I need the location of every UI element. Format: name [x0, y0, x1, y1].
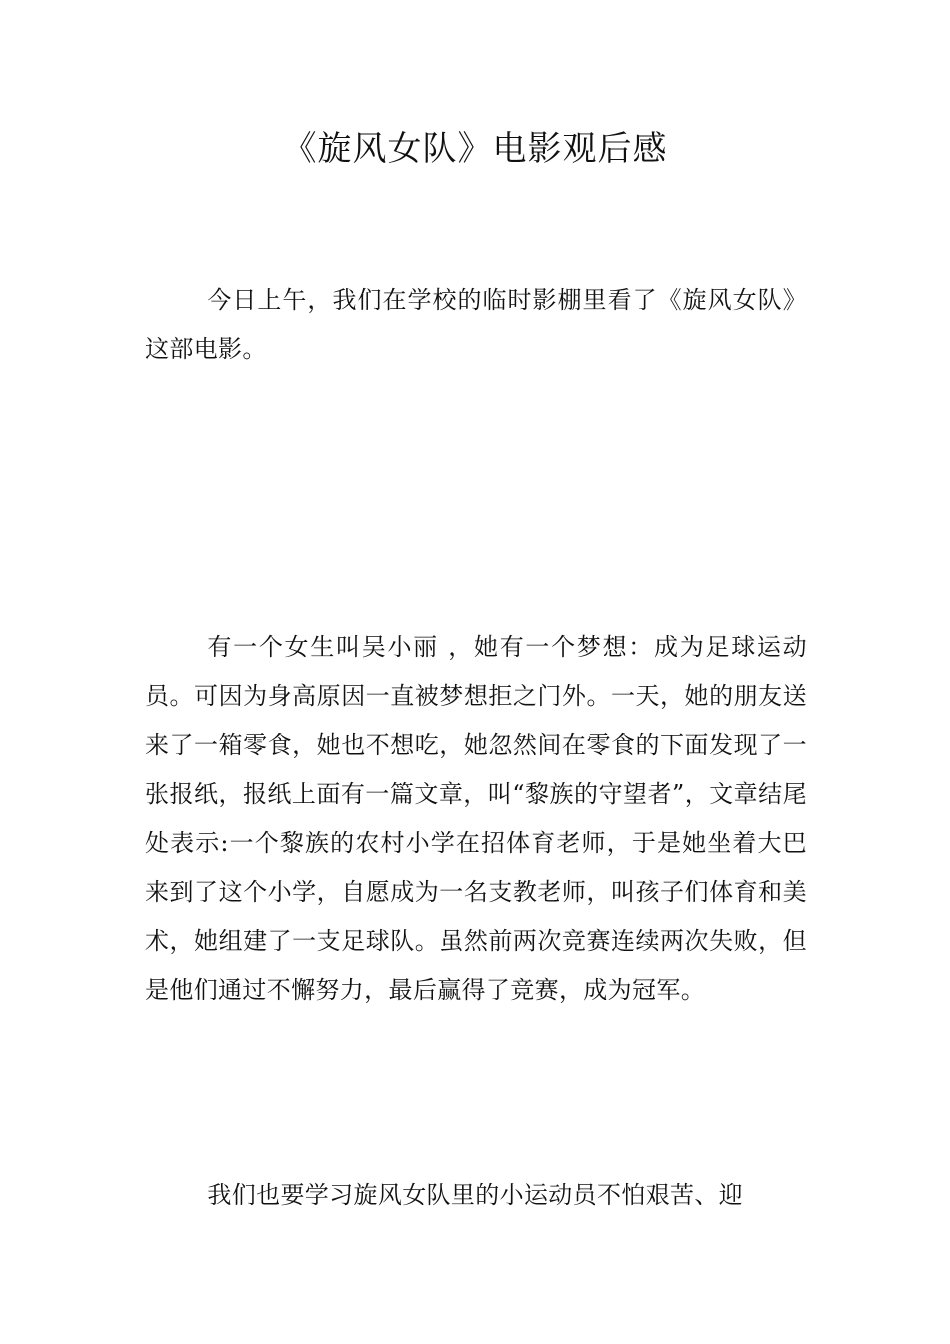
paragraph-intro: 今日上午，我们在学校的临时影棚里看了《旋风女队》这部电影。 [145, 286, 807, 363]
paragraph-plot: 有一个女生叫吴小丽 ，她有一个梦想：成为足球运动员。可因为身高原因一直被梦想拒之门外。一天，她的朋友送来了一箱零食，她也不想吃，她忽然间在零食的下面发现了一张报纸，报纸上面有一篇文章，叫“黎族的守望者”，文章结尾处表示:一个黎族的农村小学在招体育老师，于是她坐着大巴来到了这个小学，自愿成为一名支教老师，叫孩子们体育和美术，她组建了一支足球队。虽然前两次竞赛连续两次失败，但是他们通过不懈努力，最后赢得了竞赛，成为冠军。 [145, 633, 807, 1004]
document-title: 《旋风女队》电影观后感 [282, 129, 668, 169]
paragraph-reflection: 我们也要学习旋风女队里的小运动员不怕艰苦、迎 [207, 1181, 744, 1209]
